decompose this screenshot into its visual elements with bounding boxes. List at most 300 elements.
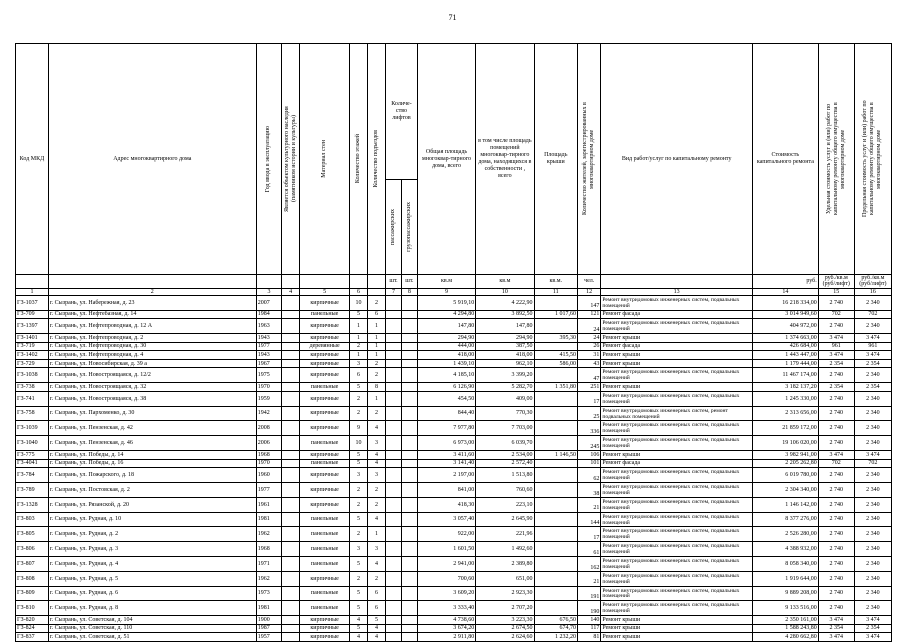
row-elev-passenger: [386, 310, 402, 319]
row-walls: панельные: [300, 383, 350, 392]
row-cost: 11 467 174,00: [752, 368, 818, 383]
row-residents: 140: [578, 616, 601, 625]
row-cultural: [282, 359, 300, 368]
row-works: Ремонт фасада: [601, 310, 753, 319]
row-code: ГЗ-758: [16, 406, 49, 421]
row-spec-cost: 961: [818, 342, 854, 351]
row-max-cost: 2 340: [854, 512, 891, 527]
row-elev-cargo: [401, 633, 417, 642]
row-year: 1975: [256, 368, 281, 383]
row-elev-passenger: [386, 601, 402, 616]
row-works: Ремонт крыши: [601, 334, 753, 343]
row-code: ГЗ-729: [16, 359, 49, 368]
row-walls: панельные: [300, 557, 350, 572]
row-cost: 4 280 662,80: [752, 633, 818, 642]
row-max-cost: 2 340: [854, 483, 891, 498]
row-floors: 3: [350, 542, 368, 557]
row-residents: 251: [578, 383, 601, 392]
row-floors: 4: [350, 633, 368, 642]
row-works: Ремонт внутридомовых инженерных систем, подвальных помещений: [601, 512, 753, 527]
row-spec-cost: 3 474: [818, 633, 854, 642]
row-works: Ремонт внутридомовых инженерных систем, подвальных помещений: [601, 421, 753, 436]
row-cost: 1 443 447,00: [752, 351, 818, 360]
row-roof-area: 586,00: [534, 359, 577, 368]
row-year: 1970: [256, 459, 281, 468]
row-elev-cargo: [401, 527, 417, 542]
row-entrances: 2: [368, 368, 386, 383]
row-residents: 191: [578, 586, 601, 601]
header-elev-cargo: грузопассажирских: [401, 180, 417, 275]
row-year: 1977: [256, 483, 281, 498]
page-number: 71: [448, 13, 457, 22]
row-total-area: 700,60: [417, 571, 475, 586]
row-cultural: [282, 295, 300, 310]
row-residents: 17: [578, 391, 601, 406]
row-address: г. Сызрань, ул. Рудная, д. 10: [48, 512, 256, 527]
row-address: г. Сызрань, ул. Советская, д. 110: [48, 624, 256, 633]
row-entrances: 5: [368, 616, 386, 625]
row-walls: кирпичные: [300, 368, 350, 383]
row-elev-passenger: [386, 334, 402, 343]
row-floors: 10: [350, 295, 368, 310]
row-total-area: 5 919,10: [417, 295, 475, 310]
row-year: 1943: [256, 351, 281, 360]
row-entrances: 2: [368, 497, 386, 512]
row-address: г. Сызрань, ул. Победы, д. 16: [48, 459, 256, 468]
row-floors: 5: [350, 586, 368, 601]
row-max-cost: 3 474: [854, 451, 891, 460]
row-total-area: 4 294,80: [417, 310, 475, 319]
unit-cell: руб.: [752, 275, 818, 289]
row-address: г. Сызрань, ул. Нефтепроводная, д. 2: [48, 334, 256, 343]
unit-cell: руб./кв.м (руб/лифт): [818, 275, 854, 289]
row-total-area: 418,00: [417, 351, 475, 360]
row-elev-passenger: [386, 571, 402, 586]
row-total-area: 844,40: [417, 406, 475, 421]
row-total-area: 147,80: [417, 319, 475, 334]
column-number: 15: [818, 288, 854, 295]
row-entrances: 1: [368, 351, 386, 360]
row-elev-passenger: [386, 383, 402, 392]
row-works: Ремонт крыши: [601, 351, 753, 360]
row-entrances: 2: [368, 571, 386, 586]
header-cultural: Является объектом культурного наследия (памятником истории и культуры): [282, 44, 300, 275]
row-works: Ремонт внутридомовых инженерных систем, подвальных помещений: [601, 295, 753, 310]
row-floors: 3: [350, 359, 368, 368]
row-cost: 8 377 276,00: [752, 512, 818, 527]
row-cultural: [282, 527, 300, 542]
row-address: г. Сызрань, ул. Пожарского, д. 18: [48, 468, 256, 483]
row-code: ГЗ-784: [16, 468, 49, 483]
header-cost: Стоимость капитального ремонта: [752, 44, 818, 275]
row-residents: 24: [578, 334, 601, 343]
row-premises-area: 387,50: [476, 342, 534, 351]
row-year: 1977: [256, 342, 281, 351]
table-row: [16, 459, 892, 468]
row-code: ГЗ-4041: [16, 459, 49, 468]
row-cultural: [282, 571, 300, 586]
row-works: Ремонт крыши: [601, 383, 753, 392]
row-total-area: 3 411,60: [417, 451, 475, 460]
row-roof-area: [534, 319, 577, 334]
unit-cell: [256, 275, 281, 289]
row-works: Ремонт крыши: [601, 616, 753, 625]
row-cultural: [282, 351, 300, 360]
row-residents: 17: [578, 527, 601, 542]
row-total-area: 4 738,60: [417, 616, 475, 625]
unit-cell: [368, 275, 386, 289]
row-total-area: 2 941,00: [417, 557, 475, 572]
row-spec-cost: 3 474: [818, 351, 854, 360]
row-total-area: 2 197,00: [417, 468, 475, 483]
row-residents: 162: [578, 557, 601, 572]
unit-cell: шт.: [386, 275, 402, 289]
row-code: ГЗ-789: [16, 483, 49, 498]
row-roof-area: 674,70: [534, 624, 577, 633]
row-roof-area: [534, 557, 577, 572]
row-max-cost: 3 474: [854, 616, 891, 625]
row-roof-area: [534, 295, 577, 310]
row-total-area: 3 674,20: [417, 624, 475, 633]
column-number: 1: [16, 288, 49, 295]
row-works: Ремонт внутридомовых инженерных систем, ремонт подвальных помещений: [601, 406, 753, 421]
column-number: 8: [401, 288, 417, 295]
row-entrances: 4: [368, 624, 386, 633]
unit-cell: [16, 275, 49, 289]
row-elev-cargo: [401, 383, 417, 392]
row-premises-area: 6 039,70: [476, 436, 534, 451]
column-number: 5: [300, 288, 350, 295]
row-premises-area: 2 674,50: [476, 624, 534, 633]
row-total-area: 3 333,40: [417, 601, 475, 616]
row-premises-area: 409,00: [476, 391, 534, 406]
row-works: Ремонт внутридомовых инженерных систем, подвальных помещений: [601, 571, 753, 586]
table-row: [16, 334, 892, 343]
row-max-cost: 2 340: [854, 319, 891, 334]
row-year: 1981: [256, 601, 281, 616]
header-year: Год ввода в эксплуатацию: [256, 44, 281, 275]
row-elev-cargo: [401, 436, 417, 451]
column-number: 2: [48, 288, 256, 295]
row-spec-cost: 2 740: [818, 497, 854, 512]
row-code: ГЗ-810: [16, 601, 49, 616]
table-row: [16, 527, 892, 542]
row-cost: 21 859 172,00: [752, 421, 818, 436]
row-cost: 2 205 262,80: [752, 459, 818, 468]
row-entrances: 1: [368, 391, 386, 406]
table-row: [16, 624, 892, 633]
row-works: Ремонт внутридомовых инженерных систем, подвальных помещений: [601, 468, 753, 483]
row-premises-area: 418,00: [476, 351, 534, 360]
row-floors: 5: [350, 459, 368, 468]
row-residents: 245: [578, 436, 601, 451]
row-spec-cost: 2 740: [818, 557, 854, 572]
table-row: [16, 310, 892, 319]
row-year: 1970: [256, 383, 281, 392]
row-max-cost: 2 340: [854, 586, 891, 601]
row-residents: 24: [578, 319, 601, 334]
row-spec-cost: 2 740: [818, 512, 854, 527]
column-number: 14: [752, 288, 818, 295]
row-total-area: 3 609,20: [417, 586, 475, 601]
row-roof-area: [534, 527, 577, 542]
row-works: Ремонт крыши: [601, 451, 753, 460]
row-roof-area: [534, 421, 577, 436]
row-address: г. Сызрань, ул. Рудная, д. 6: [48, 586, 256, 601]
row-address: г. Сызрань, ул. Нефтебазная, д. 14: [48, 310, 256, 319]
column-number: 3: [256, 288, 281, 295]
row-spec-cost: 2 740: [818, 601, 854, 616]
row-floors: 3: [350, 468, 368, 483]
unit-cell: кв.м.: [534, 275, 577, 289]
row-roof-area: [534, 436, 577, 451]
row-roof-area: [534, 571, 577, 586]
row-residents: 144: [578, 512, 601, 527]
row-year: 2007: [256, 295, 281, 310]
row-code: ГЗ-1401: [16, 334, 49, 343]
row-address: г. Сызрань, ул. Нефтепроводная, д. 30: [48, 342, 256, 351]
row-floors: 2: [350, 342, 368, 351]
row-cultural: [282, 391, 300, 406]
row-premises-area: 962,10: [476, 359, 534, 368]
row-residents: 121: [578, 310, 601, 319]
row-roof-area: 1 232,20: [534, 633, 577, 642]
row-spec-cost: 2 740: [818, 295, 854, 310]
row-max-cost: 961: [854, 342, 891, 351]
row-year: 1971: [256, 557, 281, 572]
row-residents: 38: [578, 483, 601, 498]
row-max-cost: 2 340: [854, 557, 891, 572]
row-elev-passenger: [386, 542, 402, 557]
row-works: Ремонт внутридомовых инженерных систем, подвальных помещений: [601, 483, 753, 498]
row-code: ГЗ-1040: [16, 436, 49, 451]
row-roof-area: [534, 468, 577, 483]
unit-cell: [350, 275, 368, 289]
row-roof-area: [534, 586, 577, 601]
row-cultural: [282, 542, 300, 557]
row-address: г. Сызрань, ул. Нефтепроводная, д. 4: [48, 351, 256, 360]
table-row: [16, 586, 892, 601]
row-floors: 1: [350, 319, 368, 334]
row-code: ГЗ-741: [16, 391, 49, 406]
row-elev-cargo: [401, 571, 417, 586]
row-elev-cargo: [401, 586, 417, 601]
row-address: г. Сызрань, ул. Новостроящаяся, д. 38: [48, 391, 256, 406]
row-year: 2006: [256, 436, 281, 451]
column-number: 4: [282, 288, 300, 295]
row-cultural: [282, 512, 300, 527]
header-total-area: Общая площадь многоквар-тирного дома, всего: [417, 44, 475, 275]
row-works: Ремонт крыши: [601, 624, 753, 633]
row-floors: 1: [350, 351, 368, 360]
capital-repair-table: [15, 43, 892, 642]
row-total-area: 418,30: [417, 497, 475, 512]
row-cultural: [282, 557, 300, 572]
header-roof-area: Площадь крыши: [534, 44, 577, 275]
row-works: Ремонт внутридомовых инженерных систем, подвальных помещений: [601, 436, 753, 451]
row-entrances: 3: [368, 542, 386, 557]
row-roof-area: [534, 542, 577, 557]
row-walls: кирпичные: [300, 497, 350, 512]
row-year: 1967: [256, 359, 281, 368]
row-roof-area: [534, 483, 577, 498]
table-row: [16, 497, 892, 512]
row-residents: 31: [578, 351, 601, 360]
table-row: [16, 557, 892, 572]
row-residents: 81: [578, 633, 601, 642]
row-floors: 4: [350, 616, 368, 625]
row-cost: 3 182 137,20: [752, 383, 818, 392]
row-year: 1900: [256, 616, 281, 625]
row-premises-area: 3 223,30: [476, 616, 534, 625]
row-elev-cargo: [401, 406, 417, 421]
row-premises-area: 223,10: [476, 497, 534, 512]
row-max-cost: 2 340: [854, 571, 891, 586]
row-cultural: [282, 451, 300, 460]
row-cultural: [282, 383, 300, 392]
row-walls: кирпичные: [300, 334, 350, 343]
row-cost: 3 982 941,00: [752, 451, 818, 460]
row-max-cost: 3 474: [854, 351, 891, 360]
row-premises-area: 2 572,40: [476, 459, 534, 468]
row-total-area: 2 911,80: [417, 633, 475, 642]
row-residents: 21: [578, 571, 601, 586]
row-premises-area: 294,90: [476, 334, 534, 343]
row-code: ГЗ-805: [16, 527, 49, 542]
row-walls: панельные: [300, 586, 350, 601]
row-floors: 5: [350, 310, 368, 319]
unit-cell: чел.: [578, 275, 601, 289]
header-address: Адрес многоквартирного дома: [48, 44, 256, 275]
row-code: ГЗ-1328: [16, 497, 49, 512]
row-entrances: 6: [368, 310, 386, 319]
row-year: 1968: [256, 451, 281, 460]
row-elev-passenger: [386, 633, 402, 642]
column-number: 9: [417, 288, 475, 295]
row-elev-cargo: [401, 497, 417, 512]
column-number: [368, 288, 386, 295]
row-spec-cost: 2 740: [818, 468, 854, 483]
row-address: г. Сызрань, ул. Нефтепроводная, д. 12 А: [48, 319, 256, 334]
header-floors: Количество этажей: [350, 44, 368, 275]
row-code: ГЗ-738: [16, 383, 49, 392]
row-cultural: [282, 368, 300, 383]
row-year: 1960: [256, 468, 281, 483]
row-walls: кирпичные: [300, 451, 350, 460]
row-premises-area: 3 892,50: [476, 310, 534, 319]
row-walls: кирпичные: [300, 359, 350, 368]
row-elev-passenger: [386, 421, 402, 436]
row-floors: 2: [350, 571, 368, 586]
row-spec-cost: 2 354: [818, 359, 854, 368]
row-entrances: 4: [368, 633, 386, 642]
row-elev-cargo: [401, 319, 417, 334]
row-entrances: 3: [368, 468, 386, 483]
table-row: [16, 436, 892, 451]
row-spec-cost: 2 740: [818, 527, 854, 542]
row-year: 1973: [256, 586, 281, 601]
row-spec-cost: 2 740: [818, 421, 854, 436]
table-row: [16, 359, 892, 368]
row-spec-cost: 2 740: [818, 391, 854, 406]
row-elev-cargo: [401, 368, 417, 383]
unit-cell: [48, 275, 256, 289]
table-row: [16, 483, 892, 498]
row-roof-area: [534, 368, 577, 383]
row-works: Ремонт фасада: [601, 342, 753, 351]
row-max-cost: 2 340: [854, 295, 891, 310]
row-elev-passenger: [386, 483, 402, 498]
row-entrances: 1: [368, 319, 386, 334]
row-works: Ремонт внутридомовых инженерных систем, подвальных помещений: [601, 586, 753, 601]
row-spec-cost: 3 474: [818, 334, 854, 343]
row-roof-area: [534, 342, 577, 351]
row-address: г. Сызрань, ул. Рудная, д. 8: [48, 601, 256, 616]
row-entrances: 1: [368, 342, 386, 351]
table-row: [16, 616, 892, 625]
row-address: г. Сызрань, ул. Победы, д. 14: [48, 451, 256, 460]
row-floors: 5: [350, 451, 368, 460]
row-elev-passenger: [386, 497, 402, 512]
row-elev-cargo: [401, 295, 417, 310]
row-code: ГЗ-719: [16, 342, 49, 351]
table-row: [16, 351, 892, 360]
row-code: ГЗ-1402: [16, 351, 49, 360]
row-elev-cargo: [401, 342, 417, 351]
row-elev-cargo: [401, 601, 417, 616]
row-year: 1961: [256, 497, 281, 512]
row-code: ГЗ-808: [16, 571, 49, 586]
row-total-area: 1 439,10: [417, 359, 475, 368]
row-cost: 8 058 340,00: [752, 557, 818, 572]
table-body: [16, 295, 892, 641]
row-floors: 6: [350, 368, 368, 383]
table-row: [16, 451, 892, 460]
table-row: [16, 391, 892, 406]
row-works: Ремонт внутридомовых инженерных систем, подвальных помещений: [601, 497, 753, 512]
row-premises-area: 2 624,60: [476, 633, 534, 642]
row-floors: 5: [350, 383, 368, 392]
row-address: г. Сызрань, ул. Рудная, д. 3: [48, 542, 256, 557]
row-entrances: 3: [368, 436, 386, 451]
row-roof-area: [534, 512, 577, 527]
row-elev-passenger: [386, 527, 402, 542]
row-elev-cargo: [401, 334, 417, 343]
row-year: 1984: [256, 310, 281, 319]
row-total-area: 6 126,90: [417, 383, 475, 392]
row-walls: деревянные: [300, 342, 350, 351]
row-walls: панельные: [300, 601, 350, 616]
row-spec-cost: 2 740: [818, 319, 854, 334]
row-code: ГЗ-1038: [16, 368, 49, 383]
row-floors: 10: [350, 436, 368, 451]
row-walls: кирпичные: [300, 571, 350, 586]
row-address: г. Сызрань, ул. Новостроящаяся, д. 32: [48, 383, 256, 392]
row-elev-cargo: [401, 310, 417, 319]
row-elev-passenger: [386, 459, 402, 468]
row-spec-cost: 2 740: [818, 436, 854, 451]
row-elev-passenger: [386, 359, 402, 368]
table-row: [16, 368, 892, 383]
row-address: г. Сызрань, ул. Рязанской, д. 20: [48, 497, 256, 512]
row-walls: кирпичные: [300, 616, 350, 625]
row-entrances: 6: [368, 586, 386, 601]
row-works: Ремонт внутридомовых инженерных систем, подвальных помещений: [601, 319, 753, 334]
row-code: ГЗ-775: [16, 451, 49, 460]
row-cultural: [282, 633, 300, 642]
row-premises-area: 4 222,90: [476, 295, 534, 310]
row-address: г. Сызрань, ул. Рудная, д. 2: [48, 527, 256, 542]
